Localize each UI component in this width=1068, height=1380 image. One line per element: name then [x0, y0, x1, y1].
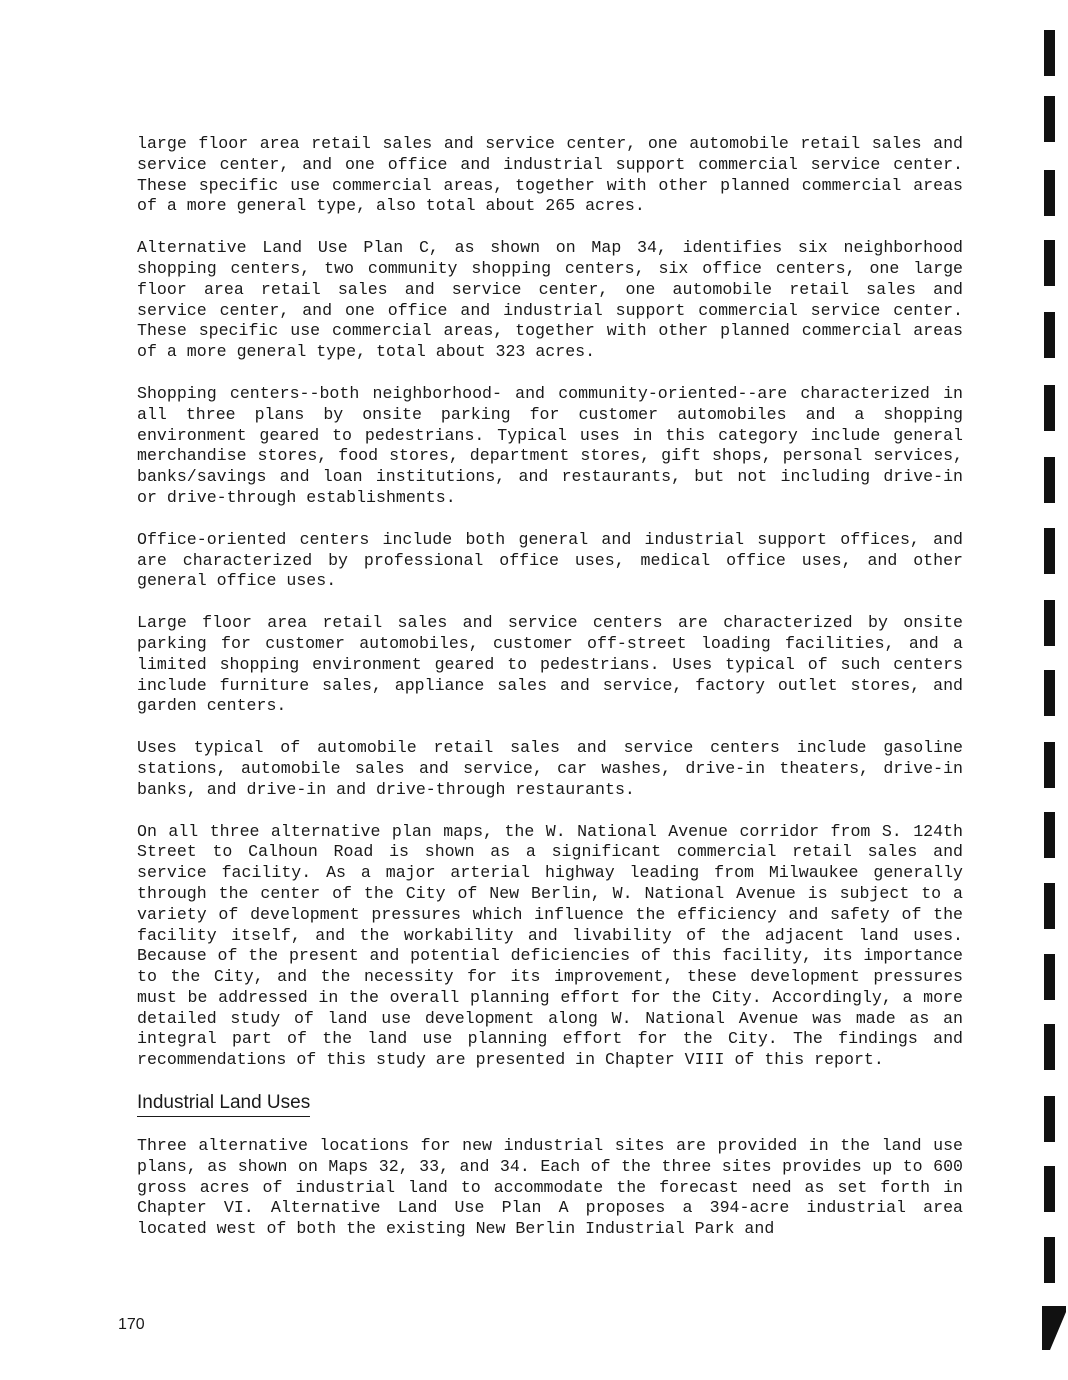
registration-corner-mark — [1042, 1306, 1066, 1350]
registration-bar — [1044, 30, 1055, 76]
registration-bar — [1044, 1237, 1055, 1283]
registration-bar — [1044, 1024, 1055, 1070]
section-heading-industrial: Industrial Land Uses — [137, 1092, 310, 1117]
registration-bar — [1044, 670, 1055, 716]
registration-bar — [1044, 1096, 1055, 1142]
registration-bar — [1044, 954, 1055, 1000]
registration-bar — [1044, 457, 1055, 503]
registration-bar — [1044, 883, 1055, 929]
paragraph-commercial-plan-b: large floor area retail sales and service center, one automobile retail sales and service center, and one office and industrial support commercial service center. These specific use commercial areas, together with other planned commercial areas of a more general type, also total about 265 acres. — [137, 134, 963, 216]
scan-registration-marks — [1038, 0, 1068, 1380]
paragraph-office-centers: Office-oriented centers include both general and industrial support offices, and are characterized by professional office uses, medical office uses, and other general office uses. — [137, 529, 963, 591]
paragraph-automobile-centers: Uses typical of automobile retail sales and service centers include gasoline stations, automobile sales and service, car washes, drive-in theaters, drive-in banks, and drive-in and drive-through restaurants. — [137, 738, 963, 799]
registration-bar — [1044, 312, 1055, 358]
page-number: 170 — [118, 1316, 145, 1333]
paragraph-industrial-sites: Three alternative locations for new industrial sites are provided in the land use plans, as shown on Maps 32, 33, and 34. Each of the three sites provides up to 600 gross acres of industrial land to accommodate the forecast need as set forth in Chapter VI. Alternative Land Use Plan A proposes a 394-acre industrial area located west of both the existing New Berlin Industrial Park and — [137, 1136, 963, 1239]
registration-bar — [1044, 385, 1055, 431]
registration-bar — [1044, 240, 1055, 286]
paragraph-large-floor-area: Large floor area retail sales and service centers are characterized by onsite parking for customer automobiles, customer off-street loading facilities, and a limited shopping environment geared to pedestrians. Uses typical of such centers include furniture sales, appliance sales and service, factory outlet stores, and garden centers. — [137, 613, 963, 716]
registration-bar — [1044, 170, 1055, 216]
paragraph-national-avenue: On all three alternative plan maps, the W. National Avenue corridor from S. 124th Street to Calhoun Road is shown as a significant commercial retail sales and service facility. As a major arterial highway leading from Milwaukee generally through the center of the City of New Berlin, W. National Avenue is subject to a variety of development pressures which influence the efficiency and safety of the facility itself, and the workability and livability of the adjacent land uses. Because of the present and potential deficiencies of this facility, its importance to the City, and the necessity for its improvement, these development pressures must be addressed in the overall planning effort for the City. Accordingly, a more detailed study of land use development along W. National Avenue was made as an integral part of the land use planning effort for the City. The findings and recommendations of this study are presented in Chapter VIII of this report. — [137, 821, 963, 1070]
registration-bar — [1044, 812, 1055, 858]
registration-bar — [1044, 1166, 1055, 1212]
registration-bar — [1044, 742, 1055, 788]
registration-bar — [1044, 600, 1055, 646]
paragraph-shopping-centers: Shopping centers--both neighborhood- and community-oriented--are characterized in all three plans by onsite parking for customer automobiles and a shopping environment geared to pedestrians. Typical uses in this category include general merchandise stores, food stores, department stores, gift shops, personal services, banks/savings and loan institutions, and restaurants, but not including drive-in or drive-through establishments. — [137, 383, 963, 507]
paragraph-commercial-plan-c: Alternative Land Use Plan C, as shown on Map 34, identifies six neighborhood shopping centers, two community shopping centers, six office centers, one large floor area retail sales and service center, one automobile retail sales and service center, and one office and industrial support commercial service center. These specific use commercial areas, together with other planned commercial areas of a more general type, total about 323 acres. — [137, 238, 963, 362]
registration-bar — [1044, 528, 1055, 574]
registration-bar — [1044, 96, 1055, 142]
body-text — [137, 134, 963, 1261]
